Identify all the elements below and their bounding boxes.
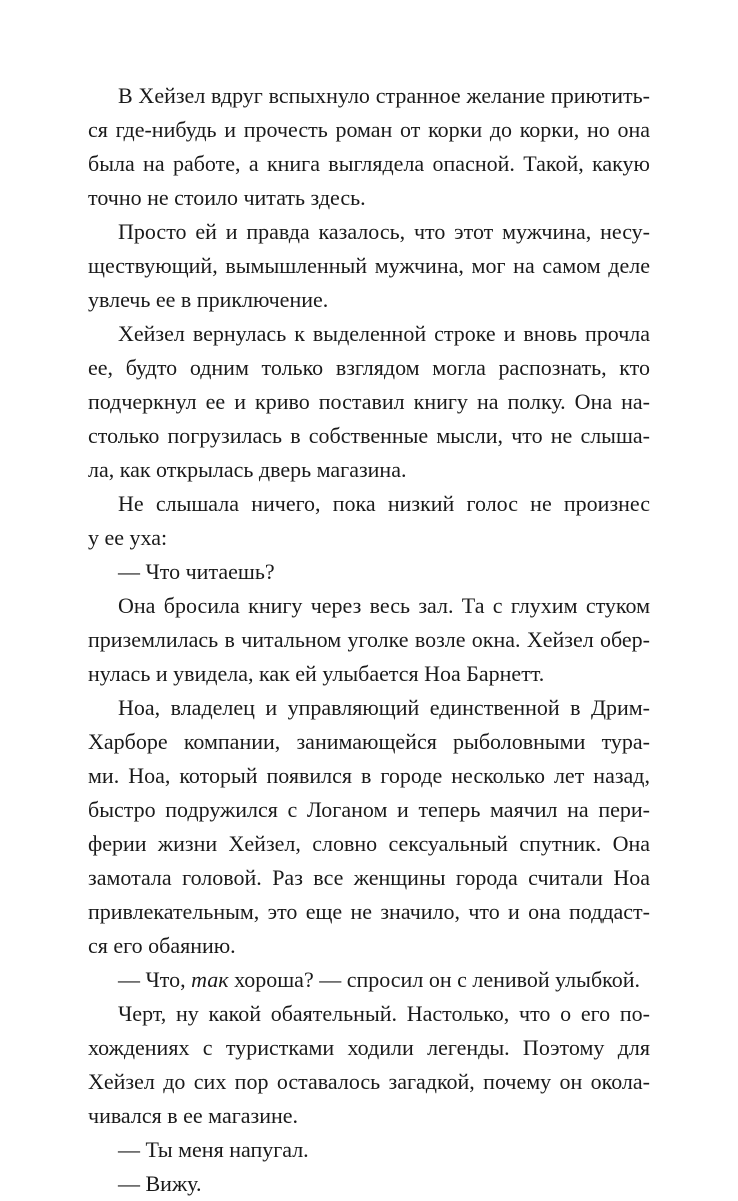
- text-line: ми. Ноа, который появился в городе несколько лет назад,: [88, 763, 650, 788]
- text-line: ся где-нибудь и прочесть роман от корки до корки, но она: [88, 117, 650, 142]
- text-line: — Ты меня напугал.: [118, 1137, 309, 1162]
- text-line: у ее уха:: [88, 525, 168, 550]
- text-line: Черт, ну какой обаятельный. Настолько, что о его по-: [118, 1001, 650, 1026]
- paragraph: [88, 215, 650, 317]
- dialogue-paragraph: [88, 555, 650, 589]
- paragraph: [88, 79, 650, 215]
- text-line: ществующий, вымышленный мужчина, мог на самом деле: [88, 253, 650, 278]
- text-line: Она бросила книгу через весь зал. Та с глухим стуком: [118, 593, 650, 618]
- text-line: Ноа, владелец и управляющий единственной в Дрим-: [118, 695, 650, 720]
- text-line: увлечь ее в приключение.: [88, 287, 329, 312]
- text-line: — Что читаешь?: [118, 559, 275, 584]
- text-line: чивался в ее магазине.: [88, 1103, 298, 1128]
- book-page: [88, 79, 650, 1201]
- text-line: ферии жизни Хейзел, словно сексуальный спутник. Она: [88, 831, 650, 856]
- text-line: Просто ей и правда казалось, что этот мужчина, несу-: [118, 219, 650, 244]
- text-line: Харборе компании, занимающейся рыболовными тура-: [88, 729, 650, 754]
- dialogue-text: — Что,: [118, 967, 192, 992]
- paragraph: [88, 691, 650, 963]
- text-line: [88, 963, 650, 997]
- dialogue-paragraph: [88, 1133, 650, 1167]
- text-line: ее, будто одним только взглядом могла распознать, кто: [88, 355, 650, 380]
- text-line: точно не стоило читать здесь.: [88, 185, 366, 210]
- text-line: Хейзел до сих пор оставалось загадкой, почему он окола-: [88, 1069, 650, 1094]
- dialogue-text: хороша? — спросил он с ленивой улыбкой.: [228, 967, 640, 992]
- text-line: ся его обаянию.: [88, 933, 236, 958]
- text-line: Не слышала ничего, пока низкий голос не произнес: [118, 491, 650, 516]
- paragraph: [88, 589, 650, 691]
- dialogue-paragraph: [88, 1167, 650, 1201]
- emphasized-word: так: [191, 967, 229, 992]
- text-line: приземлилась в читальном уголке возле окна. Хейзел обер-: [88, 627, 650, 652]
- paragraph: [88, 317, 650, 487]
- paragraph: [88, 997, 650, 1133]
- paragraph: [88, 487, 650, 555]
- text-line: подчеркнул ее и криво поставил книгу на полку. Она на-: [88, 389, 650, 414]
- dialogue-paragraph: [88, 963, 650, 997]
- text-line: быстро подружился с Логаном и теперь маячил на пери-: [88, 797, 650, 822]
- text-line: замотала головой. Раз все женщины города считали Ноа: [88, 865, 650, 890]
- text-line: была на работе, а книга выглядела опасной. Такой, какую: [88, 151, 650, 176]
- text-line: ла, как открылась дверь магазина.: [88, 457, 407, 482]
- text-line: нулась и увидела, как ей улыбается Ноа Барнетт.: [88, 661, 545, 686]
- text-line: Хейзел вернулась к выделенной строке и вновь прочла: [118, 321, 650, 346]
- text-line: привлекательным, это еще не значило, что и она поддаст-: [88, 899, 650, 924]
- text-line: В Хейзел вдруг вспыхнуло странное желание приютить-: [118, 83, 650, 108]
- text-line: — Вижу.: [118, 1171, 202, 1196]
- text-line: хождениях с туристками ходили легенды. Поэтому для: [88, 1035, 650, 1060]
- text-line: столько погрузилась в собственные мысли, что не слыша-: [88, 423, 650, 448]
